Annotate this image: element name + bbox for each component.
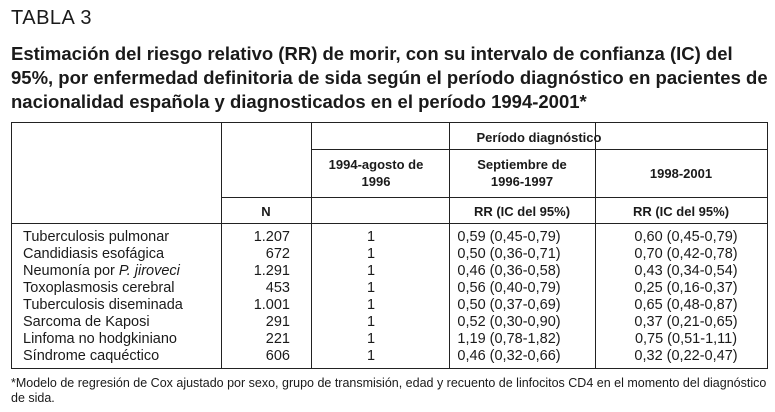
header-rr-1: RR (IC del 95%) xyxy=(473,204,571,219)
column-divider xyxy=(595,123,596,368)
n-value: 1.001 xyxy=(253,297,290,313)
n-value: 291 xyxy=(265,314,290,330)
rr-period-2: 0,46 (0,36-0,58) xyxy=(457,263,561,279)
rr-period-3: 0,25 (0,16-0,37) xyxy=(634,280,738,296)
n-value: 453 xyxy=(265,280,290,296)
rr-period-2: 0,59 (0,45-0,79) xyxy=(457,229,561,245)
disease-name: Toxoplasmosis cerebral xyxy=(23,280,175,296)
rr-period-1: 1 xyxy=(366,314,376,330)
disease-name: Neumonía por P. jiroveci xyxy=(23,263,180,279)
header-period-2: Septiembre de 1996-1997 xyxy=(477,157,567,189)
n-value: 1.207 xyxy=(253,229,290,245)
rr-period-3: 0,60 (0,45-0,79) xyxy=(634,229,738,245)
header-period-3: 1998-2001 xyxy=(649,166,713,181)
header-rule xyxy=(221,197,767,198)
rr-period-1: 1 xyxy=(366,263,376,279)
disease-name: Linfoma no hodgkiniano xyxy=(23,331,177,347)
disease-name: Sarcoma de Kaposi xyxy=(23,314,150,330)
rr-period-3: 0,65 (0,48-0,87) xyxy=(634,297,738,313)
footnote: *Modelo de regresión de Cox ajustado por sexo, grupo de transmisión, edad y recuento de linfocitos CD4 en el momento del diagnóstico de sida. xyxy=(11,376,767,405)
rr-period-2: 1,19 (0,78-1,82) xyxy=(457,331,561,347)
header-period-1: 1994-agosto de 1996 xyxy=(328,157,424,189)
n-value: 1.291 xyxy=(253,263,290,279)
rr-period-3: 0,43 (0,34-0,54) xyxy=(634,263,738,279)
rr-period-1: 1 xyxy=(366,229,376,245)
table-label: TABLA 3 xyxy=(11,7,92,29)
table-border-left xyxy=(11,123,12,368)
n-value: 606 xyxy=(265,348,290,364)
rr-period-3: 0,75 (0,51-1,11) xyxy=(634,331,738,347)
rr-period-1: 1 xyxy=(366,297,376,313)
header-rule xyxy=(11,223,767,224)
rr-period-3: 0,37 (0,21-0,65) xyxy=(634,314,738,330)
rr-period-3: 0,70 (0,42-0,78) xyxy=(634,246,738,262)
rr-period-3: 0,32 (0,22-0,47) xyxy=(634,348,738,364)
rr-period-1: 1 xyxy=(366,246,376,262)
rr-period-2: 0,50 (0,37-0,69) xyxy=(457,297,561,313)
n-value: 672 xyxy=(265,246,290,262)
n-value: 221 xyxy=(265,331,290,347)
header-rule xyxy=(311,149,767,150)
rr-period-2: 0,52 (0,30-0,90) xyxy=(457,314,561,330)
rr-period-2: 0,56 (0,40-0,79) xyxy=(457,280,561,296)
disease-name: Síndrome caquéctico xyxy=(23,348,160,364)
disease-name: Tuberculosis diseminada xyxy=(23,297,183,313)
header-n: N xyxy=(261,204,271,219)
rr-period-1: 1 xyxy=(366,331,376,347)
rr-period-1: 1 xyxy=(366,280,376,296)
header-rr-2: RR (IC del 95%) xyxy=(632,204,730,219)
rr-period-2: 0,50 (0,36-0,71) xyxy=(457,246,561,262)
table-border-right xyxy=(767,123,768,368)
rr-period-1: 1 xyxy=(366,348,376,364)
table-title: Estimación del riesgo relativo (RR) de morir, con su intervalo de confianza (IC) del 95%, por enfermedad definitoria de sida según el período diagnóstico en pacientes de nacionalidad española y diagnosticados en el período 1994-2001* xyxy=(11,43,768,112)
rr-period-2: 0,46 (0,32-0,66) xyxy=(457,348,561,364)
disease-name: Tuberculosis pulmonar xyxy=(23,229,170,245)
species-name: P. jiroveci xyxy=(118,263,180,279)
data-table xyxy=(11,122,768,369)
header-period-group: Período diagnóstico xyxy=(476,130,602,145)
disease-name: Candidiasis esofágica xyxy=(23,246,165,262)
